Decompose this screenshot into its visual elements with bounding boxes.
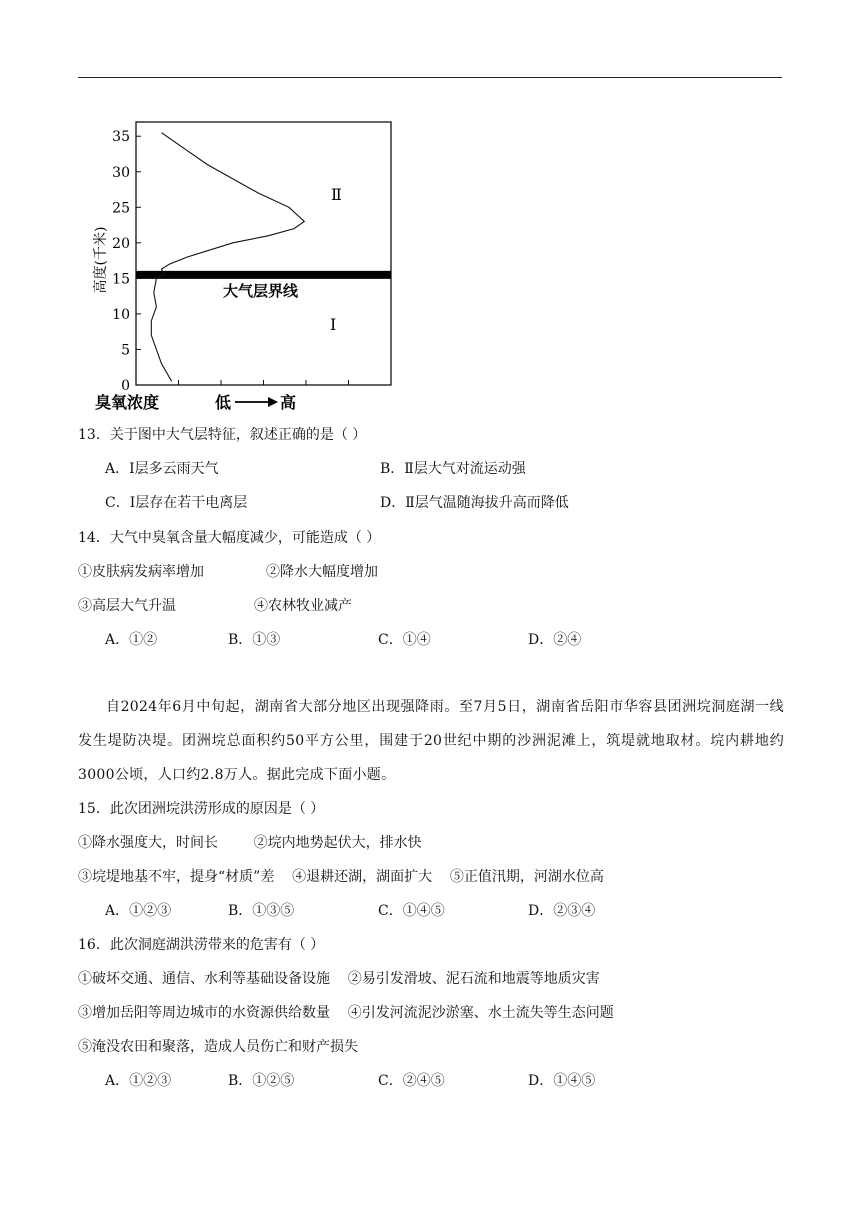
q15-stem: 15．此次团洲垸洪涝形成的原因是（ ）	[78, 801, 325, 817]
y-tick-label: 0	[121, 378, 130, 394]
x-scale-low: 低	[215, 393, 232, 412]
q16-stem: 16．此次洞庭湖洪涝带来的危害有（ ）	[78, 937, 325, 953]
x-scale-arrowhead	[268, 397, 278, 407]
q14-item-2: ②降水大幅度增加	[266, 564, 378, 580]
q16-option-c[interactable]: C．②④⑤	[378, 1073, 445, 1089]
q14-option-a[interactable]: A．①②	[105, 632, 158, 648]
layer-ii-label: Ⅱ	[331, 185, 342, 204]
q13-option-a[interactable]: A．Ⅰ层多云雨天气	[105, 461, 219, 477]
q16-items-line-1: ①破坏交通、通信、水利等基础设备设施 ②易引发滑坡、泥石流和地震等地质灾害	[78, 971, 600, 987]
x-ticks	[179, 380, 349, 385]
q15-items-line-1: ①降水强度大，时间长 ②垸内地势起伏大，排水快	[78, 835, 422, 851]
y-tick-label: 20	[112, 235, 130, 252]
q13-option-c[interactable]: C．Ⅰ层存在若干电离层	[105, 495, 248, 511]
y-tick-label: 25	[112, 200, 130, 217]
q16-option-b[interactable]: B．①②⑤	[228, 1073, 295, 1089]
x-scale-high: 高	[280, 393, 297, 412]
q14-option-c[interactable]: C．①④	[378, 632, 431, 648]
header-rule	[78, 77, 782, 78]
q15-option-a[interactable]: A．①②③	[105, 903, 172, 919]
reading-passage: 自2024年6月中旬起，湖南省大部分地区出现强降雨。至7月5日，湖南省岳阳市华容县团洲垸洞庭湖一线发生堤防决堤。团洲垸总面积约50平方公里，围建于20世纪中期的沙洲泥滩上，筑堤就地取材。垸内耕地约3000公顷，人口约2.8万人。据此完成下面小题。	[78, 699, 784, 783]
q13-option-b[interactable]: B．Ⅱ层大气对流运动强	[380, 461, 526, 477]
q14-option-b[interactable]: B．①③	[228, 632, 281, 648]
plot-frame	[136, 122, 391, 385]
y-tick-label: 5	[121, 342, 130, 359]
y-tick-label: 15	[112, 271, 130, 288]
q14-item-4: ④农林牧业减产	[254, 598, 352, 614]
q15-option-b[interactable]: B．①③⑤	[228, 903, 295, 919]
q13-option-d[interactable]: D．Ⅱ层气温随海拔升高而降低	[380, 495, 569, 511]
y-tick-label: 10	[112, 306, 130, 323]
y-ticks	[112, 129, 141, 394]
q15-option-d[interactable]: D．②③④	[528, 903, 596, 919]
q15-items-line-2: ③垸堤地基不牢，提身“材质”差 ④退耕还湖，湖面扩大 ⑤正值汛期，河湖水位高	[78, 869, 604, 885]
boundary-label: 大气层界线	[223, 282, 299, 300]
layer-i-label: Ⅰ	[330, 315, 337, 334]
x-axis-label: 臭氧浓度	[95, 393, 160, 412]
q14-item-3: ③高层大气升温	[78, 598, 176, 614]
q16-items-line-3: ⑤淹没农田和聚落，造成人员伤亡和财产损失	[78, 1039, 358, 1055]
q14-option-d[interactable]: D．②④	[528, 632, 582, 648]
y-tick-label: 30	[112, 164, 130, 181]
ozone-altitude-figure	[85, 110, 415, 415]
y-axis-label: 高度(千米)	[93, 226, 109, 294]
q16-option-d[interactable]: D．①④⑤	[528, 1073, 596, 1089]
q16-option-a[interactable]: A．①②③	[105, 1073, 172, 1089]
q14-item-1: ①皮肤病发病率增加	[78, 564, 204, 580]
q16-items-line-2: ③增加岳阳等周边城市的水资源供给数量 ④引发河流泥沙淤塞、水土流失等生态问题	[78, 1005, 614, 1021]
q14-stem: 14．大气中臭氧含量大幅度减少，可能造成（ ）	[78, 530, 381, 546]
q15-option-c[interactable]: C．①④⑤	[378, 903, 445, 919]
q13-stem: 13．关于图中大气层特征，叙述正确的是（ ）	[78, 427, 367, 443]
y-tick-label: 35	[112, 129, 130, 146]
ozone-concentration-curve	[151, 133, 304, 382]
